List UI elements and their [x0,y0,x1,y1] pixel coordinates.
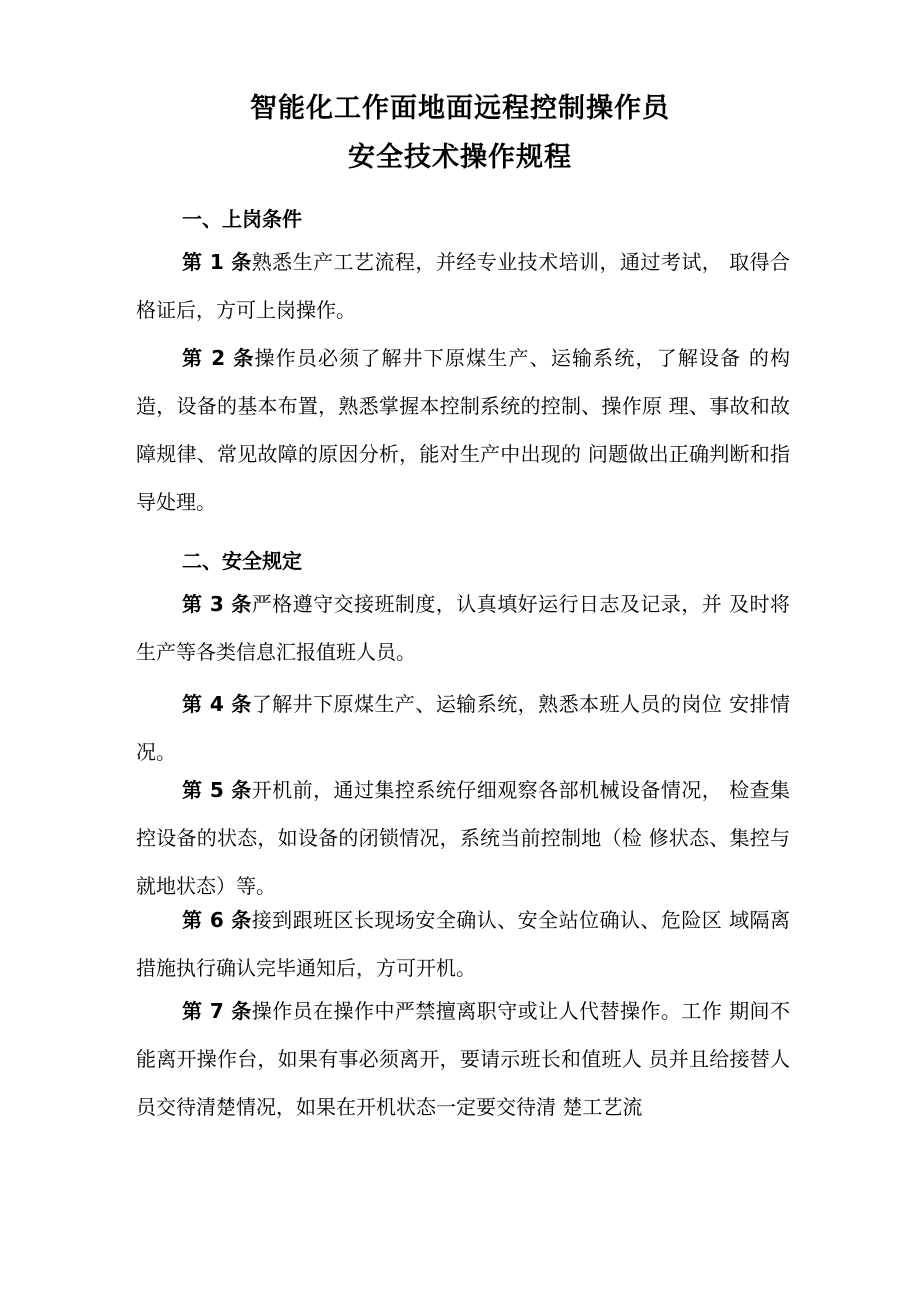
section-heading-1: 一、上岗条件 [182,207,302,231]
article-3-label: 第 3 条 [182,592,252,616]
article-5-text: 开机前，通过集控系统仔细观察各部机械设备情况， 检查集控设备的状态，如设备的闭锁情况，系统当前控制地（检 修状态、集控与就地状态）等。 [136,778,791,898]
article-2 [136,334,790,526]
article-7 [136,987,790,1131]
article-3 [136,580,790,676]
article-4-text: 了解井下原煤生产、运输系统，熟悉本班人员的岗位 安排情况。 [136,692,791,764]
article-5 [136,766,790,910]
article-1-label: 第 1 条 [182,250,252,274]
article-4 [136,680,790,776]
document-title-line-2: 安全技术操作规程 [348,142,572,173]
document-title-line-1: 智能化工作面地面远程控制操作员 [250,93,670,124]
article-6-text: 接到跟班区长现场安全确认、安全站位确认、危险区 域隔离措施执行确认完毕通知后，方可开机。 [136,908,791,980]
article-2-label: 第 2 条 [182,346,255,370]
article-1 [136,238,790,334]
article-1-text: 熟悉生产工艺流程，并经专业技术培训，通过考试， 取得合格证后，方可上岗操作。 [136,250,791,322]
article-6 [136,896,790,992]
article-3-text: 严格遵守交接班制度，认真填好运行日志及记录，并 及时将生产等各类信息汇报值班人员。 [136,592,791,664]
article-7-label: 第 7 条 [182,999,252,1023]
article-2-text: 操作员必须了解井下原煤生产、运输系统，了解设备 的构造，设备的基本布置，熟悉掌握本控制系统的控制、操作原 理、事故和故障规律、常见故障的原因分析，能对生产中出现的 问题做出正确判断和指导处理。 [136,346,791,514]
article-5-label: 第 5 条 [182,778,252,802]
article-6-label: 第 6 条 [182,908,252,932]
section-heading-2: 二、安全规定 [182,549,302,573]
article-7-text: 操作员在操作中严禁擅离职守或让人代替操作。工作 期间不能离开操作台，如果有事必须离开，要请示班长和值班人 员并且给接替人员交待清楚情况，如果在开机状态一定要交待清 楚工艺流 [136,999,791,1119]
article-4-label: 第 4 条 [182,692,252,716]
